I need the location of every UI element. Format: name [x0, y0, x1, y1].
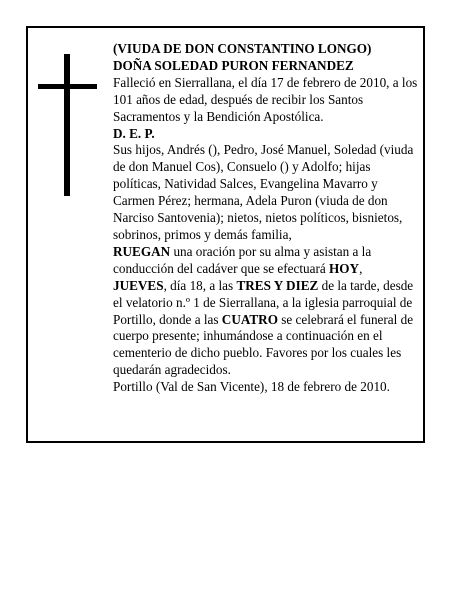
request-text-3: , día 18, a las [163, 277, 237, 293]
death-statement: Falleció en Sierrallana, el día 17 de febrero de 2010, a los 101 años de edad, después de recibir los Santos Sacramentos y la Bendición Apostólica. [113, 74, 418, 124]
request-text-2: , [359, 260, 363, 276]
widow-of-line: (VIUDA DE DON CONSTANTINO LONGO) [113, 41, 372, 56]
request-text-5: se celebrará el funeral de cuerpo presente; inhumándose a continuación en el cementerio de dicho pueblo. Favores por los cuales les quedarán agradecidos. [113, 311, 414, 378]
place-date: Portillo (Val de San Vicente), 18 de febrero de 2010. [113, 379, 390, 395]
cuatro-time: CUATRO [221, 311, 278, 327]
cross-icon [64, 54, 70, 196]
hoy-word: HOY [329, 260, 360, 276]
jueves-word: JUEVES [113, 277, 164, 293]
funeral-request [113, 244, 419, 379]
dep-line: D. E. P. [113, 125, 155, 141]
request-text-4: de la tarde, desde el velatorio n.º 1 de Sierrallana, a la iglesia parroquial de Portillo, donde a las [113, 277, 414, 327]
obituary-text [113, 41, 419, 396]
tres-y-diez-time: TRES Y DIEZ [236, 277, 319, 293]
request-text-1: una oración por su alma y asistan a la conducción del cadáver que se efectuará [113, 243, 372, 276]
ruegan-word: RUEGAN [113, 243, 171, 259]
family-list: Sus hijos, Andrés (), Pedro, José Manuel, Soledad (viuda de don Manuel Cos), Consuelo () y Adolfo; hijas políticas, Natividad Salces, Evangelina Mavarro y Carmen Pérez; hermana, Adela Puron (viuda de don Narciso Santovenia); nietos, nietos políticos, bisnietos, sobrinos, primos y demás familia, [113, 142, 414, 242]
cross-icon-crossbar [38, 84, 97, 89]
deceased-name: DOÑA SOLEDAD PURON FERNANDEZ [113, 57, 354, 73]
